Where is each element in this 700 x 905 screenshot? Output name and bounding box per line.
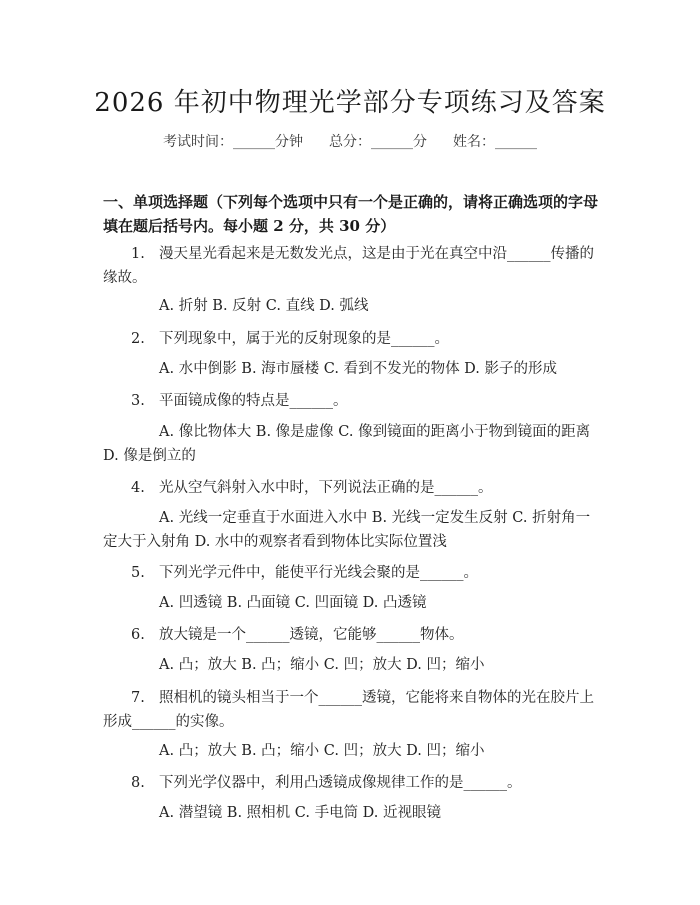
page-title: 2026 年初中物理光学部分专项练习及答案 (94, 88, 606, 118)
question-text: 光从空气斜射入水中时，下列说法正确的是______。 (159, 480, 493, 496)
question-text: 下列现象中，属于光的反射现象的是______。 (159, 331, 449, 347)
question-text: 下列光学仪器中，利用凸透镜成像规律工作的是______。 (159, 775, 522, 791)
question-text: 平面镜成像的特点是______。 (159, 393, 348, 409)
question-5-options: A. 凹透镜 B. 凸面镜 C. 凹面镜 D. 凸透镜 (159, 595, 427, 611)
exam-time: 考试时间：______分钟 (163, 134, 303, 150)
question-7-options: A. 凸；放大 B. 凸；缩小 C. 凹；放大 D. 凹；缩小 (159, 743, 485, 759)
exam-meta (0, 131, 700, 151)
question-1-options: A. 折射 B. 反射 C. 直线 D. 弧线 (159, 298, 369, 314)
question-2 (103, 327, 601, 351)
question-number: 2. (131, 331, 145, 347)
question-6 (103, 623, 601, 647)
question-number: 4. (131, 480, 145, 496)
total-score: 总分：______分 (329, 134, 427, 150)
question-number: 1. (131, 246, 145, 262)
question-5 (103, 561, 601, 585)
question-text: 下列光学元件中，能使平行光线会聚的是______。 (159, 565, 478, 581)
question-text: 照相机的镜头相当于一个______透镜，它能将来自物体的光在胶片上形成______的实像。 (103, 690, 594, 730)
question-3-options: A. 像比物体大 B. 像是虚像 C. 像到镜面的距离小于物到镜面的距离 D. 像是倒立的 (103, 424, 591, 464)
question-4 (103, 476, 601, 500)
section-heading: 一、单项选择题（下列每个选项中只有一个是正确的，请将正确选项的字母填在题后括号内。每小题 2 分，共 30 分） (103, 193, 599, 235)
question-number: 5. (131, 565, 145, 581)
question-text: 放大镜是一个______透镜，它能够______物体。 (159, 627, 464, 643)
question-2-options: A. 水中倒影 B. 海市蜃楼 C. 看到不发光的物体 D. 影子的形成 (159, 361, 558, 377)
question-4-options: A. 光线一定垂直于水面进入水中 B. 光线一定发生反射 C. 折射角一定大于入射角 D. 水中的观察者看到物体比实际位置浅 (103, 510, 591, 550)
question-text: 漫天星光看起来是无数发光点，这是由于光在真空中沿______传播的缘故。 (103, 246, 594, 286)
question-1 (103, 242, 601, 290)
question-6-options: A. 凸；放大 B. 凸；缩小 C. 凹；放大 D. 凹；缩小 (159, 657, 485, 673)
question-3 (103, 389, 601, 413)
question-number: 6. (131, 627, 145, 643)
question-number: 8. (131, 775, 145, 791)
question-8-options: A. 潜望镜 B. 照相机 C. 手电筒 D. 近视眼镜 (159, 805, 442, 821)
question-7 (103, 686, 601, 734)
question-number: 3. (131, 393, 145, 409)
question-number: 7. (131, 690, 145, 706)
question-8 (103, 771, 601, 795)
student-name: 姓名：______ (453, 134, 537, 150)
